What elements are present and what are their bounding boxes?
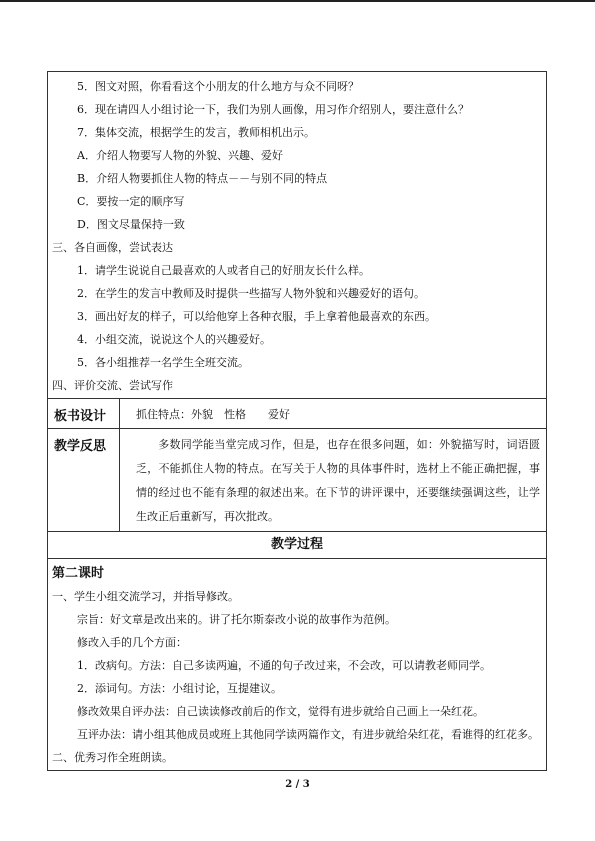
teaching-step-line: 2．在学生的发言中教师及时提供一些描写人物外貌和兴趣爱好的语句。: [77, 287, 425, 300]
board-design-content-cell: [120, 399, 547, 429]
reflection-label: 教学反思: [54, 439, 107, 454]
process-title: 教学过程: [270, 537, 323, 552]
top-rule: [0, 0, 595, 2]
teaching-step-line: C．要按一定的顺序写: [77, 195, 185, 208]
teaching-step-line: D．图文尽量保持一致: [77, 218, 185, 231]
lesson-plan-document: [47, 71, 546, 771]
teaching-step-line: 6．现在请四人小组讨论一下，我们为别人画像，用习作介绍别人，要注意什么？: [77, 103, 469, 116]
lesson2-list: [48, 585, 546, 770]
reflection-text-body: 多数同学能当堂完成习作，但是，也存在很多问题，如：外貌描写时，词语匮乏，不能抓住人物的特点。在写关于人物的具体事件时，选材上不能正确把握，事情的经过也不能有条理的叙述出来。在下节的讲评课中，还要继续强调这些，让学生改正后重新写，再次批改。: [136, 438, 540, 523]
lesson2-line: 互评办法：请小组其他成员或班上其他同学读两篇作文，有进步就给朵红花，看谁得的红花多。: [77, 728, 539, 741]
lesson2-line: 一、学生小组交流学习，并指导修改。: [52, 590, 239, 603]
teaching-step-line: 四、评价交流、尝试写作: [52, 379, 173, 392]
teaching-step-line: 7．集体交流，根据学生的发言，教师相机出示。: [77, 126, 315, 139]
board-design-content: 抓住特点：外貌 性格 爱好: [136, 408, 290, 421]
reflection-label-cell: [48, 429, 120, 532]
teaching-step-line: A．介绍人物要写人物的外貌、兴趣、爱好: [77, 149, 283, 162]
lesson2-heading: 第二课时: [52, 566, 105, 581]
lesson2-line: 2．添词句。方法：小组讨论，互提建议。: [77, 682, 282, 695]
teaching-steps-cell: [48, 72, 547, 399]
teaching-steps-list: [48, 72, 546, 398]
reflection-text: [120, 429, 546, 531]
teaching-step-line: 三、各自画像，尝试表达: [52, 241, 173, 254]
teaching-step-line: 1．请学生说说自己最喜欢的人或者自己的好朋友长什么样。: [77, 264, 370, 277]
lesson2-line: 修改效果自评办法：自己读读修改前后的作文，觉得有进步就给自己画上一朵红花。: [77, 705, 484, 718]
board-design-label-cell: [48, 399, 120, 429]
teaching-step-line: B．介绍人物要抓住人物的特点－－与别不同的特点: [77, 172, 328, 185]
process-title-cell: [48, 532, 547, 559]
lesson2-line: 修改入手的几个方面：: [77, 636, 187, 649]
lesson2-line: 1．改病句。方法：自己多读两遍，不通的句子改过来，不会改，可以请教老师同学。: [77, 659, 491, 672]
page-number: 2 / 3: [285, 779, 310, 790]
board-design-label: 板书设计: [54, 409, 107, 424]
lesson-plan-table: [47, 71, 547, 771]
lesson2-line: 二、优秀习作全班朗读。: [52, 751, 173, 764]
teaching-step-line: 5．各小组推荐一名学生全班交流。: [77, 356, 249, 369]
teaching-step-line: 3．画出好友的样子，可以给他穿上各种衣服，手上拿着他最喜欢的东西。: [77, 310, 436, 323]
teaching-step-line: 5．图文对照，你看看这个小朋友的什么地方与众不同呀？: [77, 80, 359, 93]
reflection-content-cell: [120, 429, 547, 532]
lesson2-line: 宗旨：好文章是改出来的。讲了托尔斯泰改小说的故事作为范例。: [77, 613, 396, 626]
lesson2-cell: [48, 559, 547, 771]
teaching-step-line: 4．小组交流，说说这个人的兴趣爱好。: [77, 333, 271, 346]
